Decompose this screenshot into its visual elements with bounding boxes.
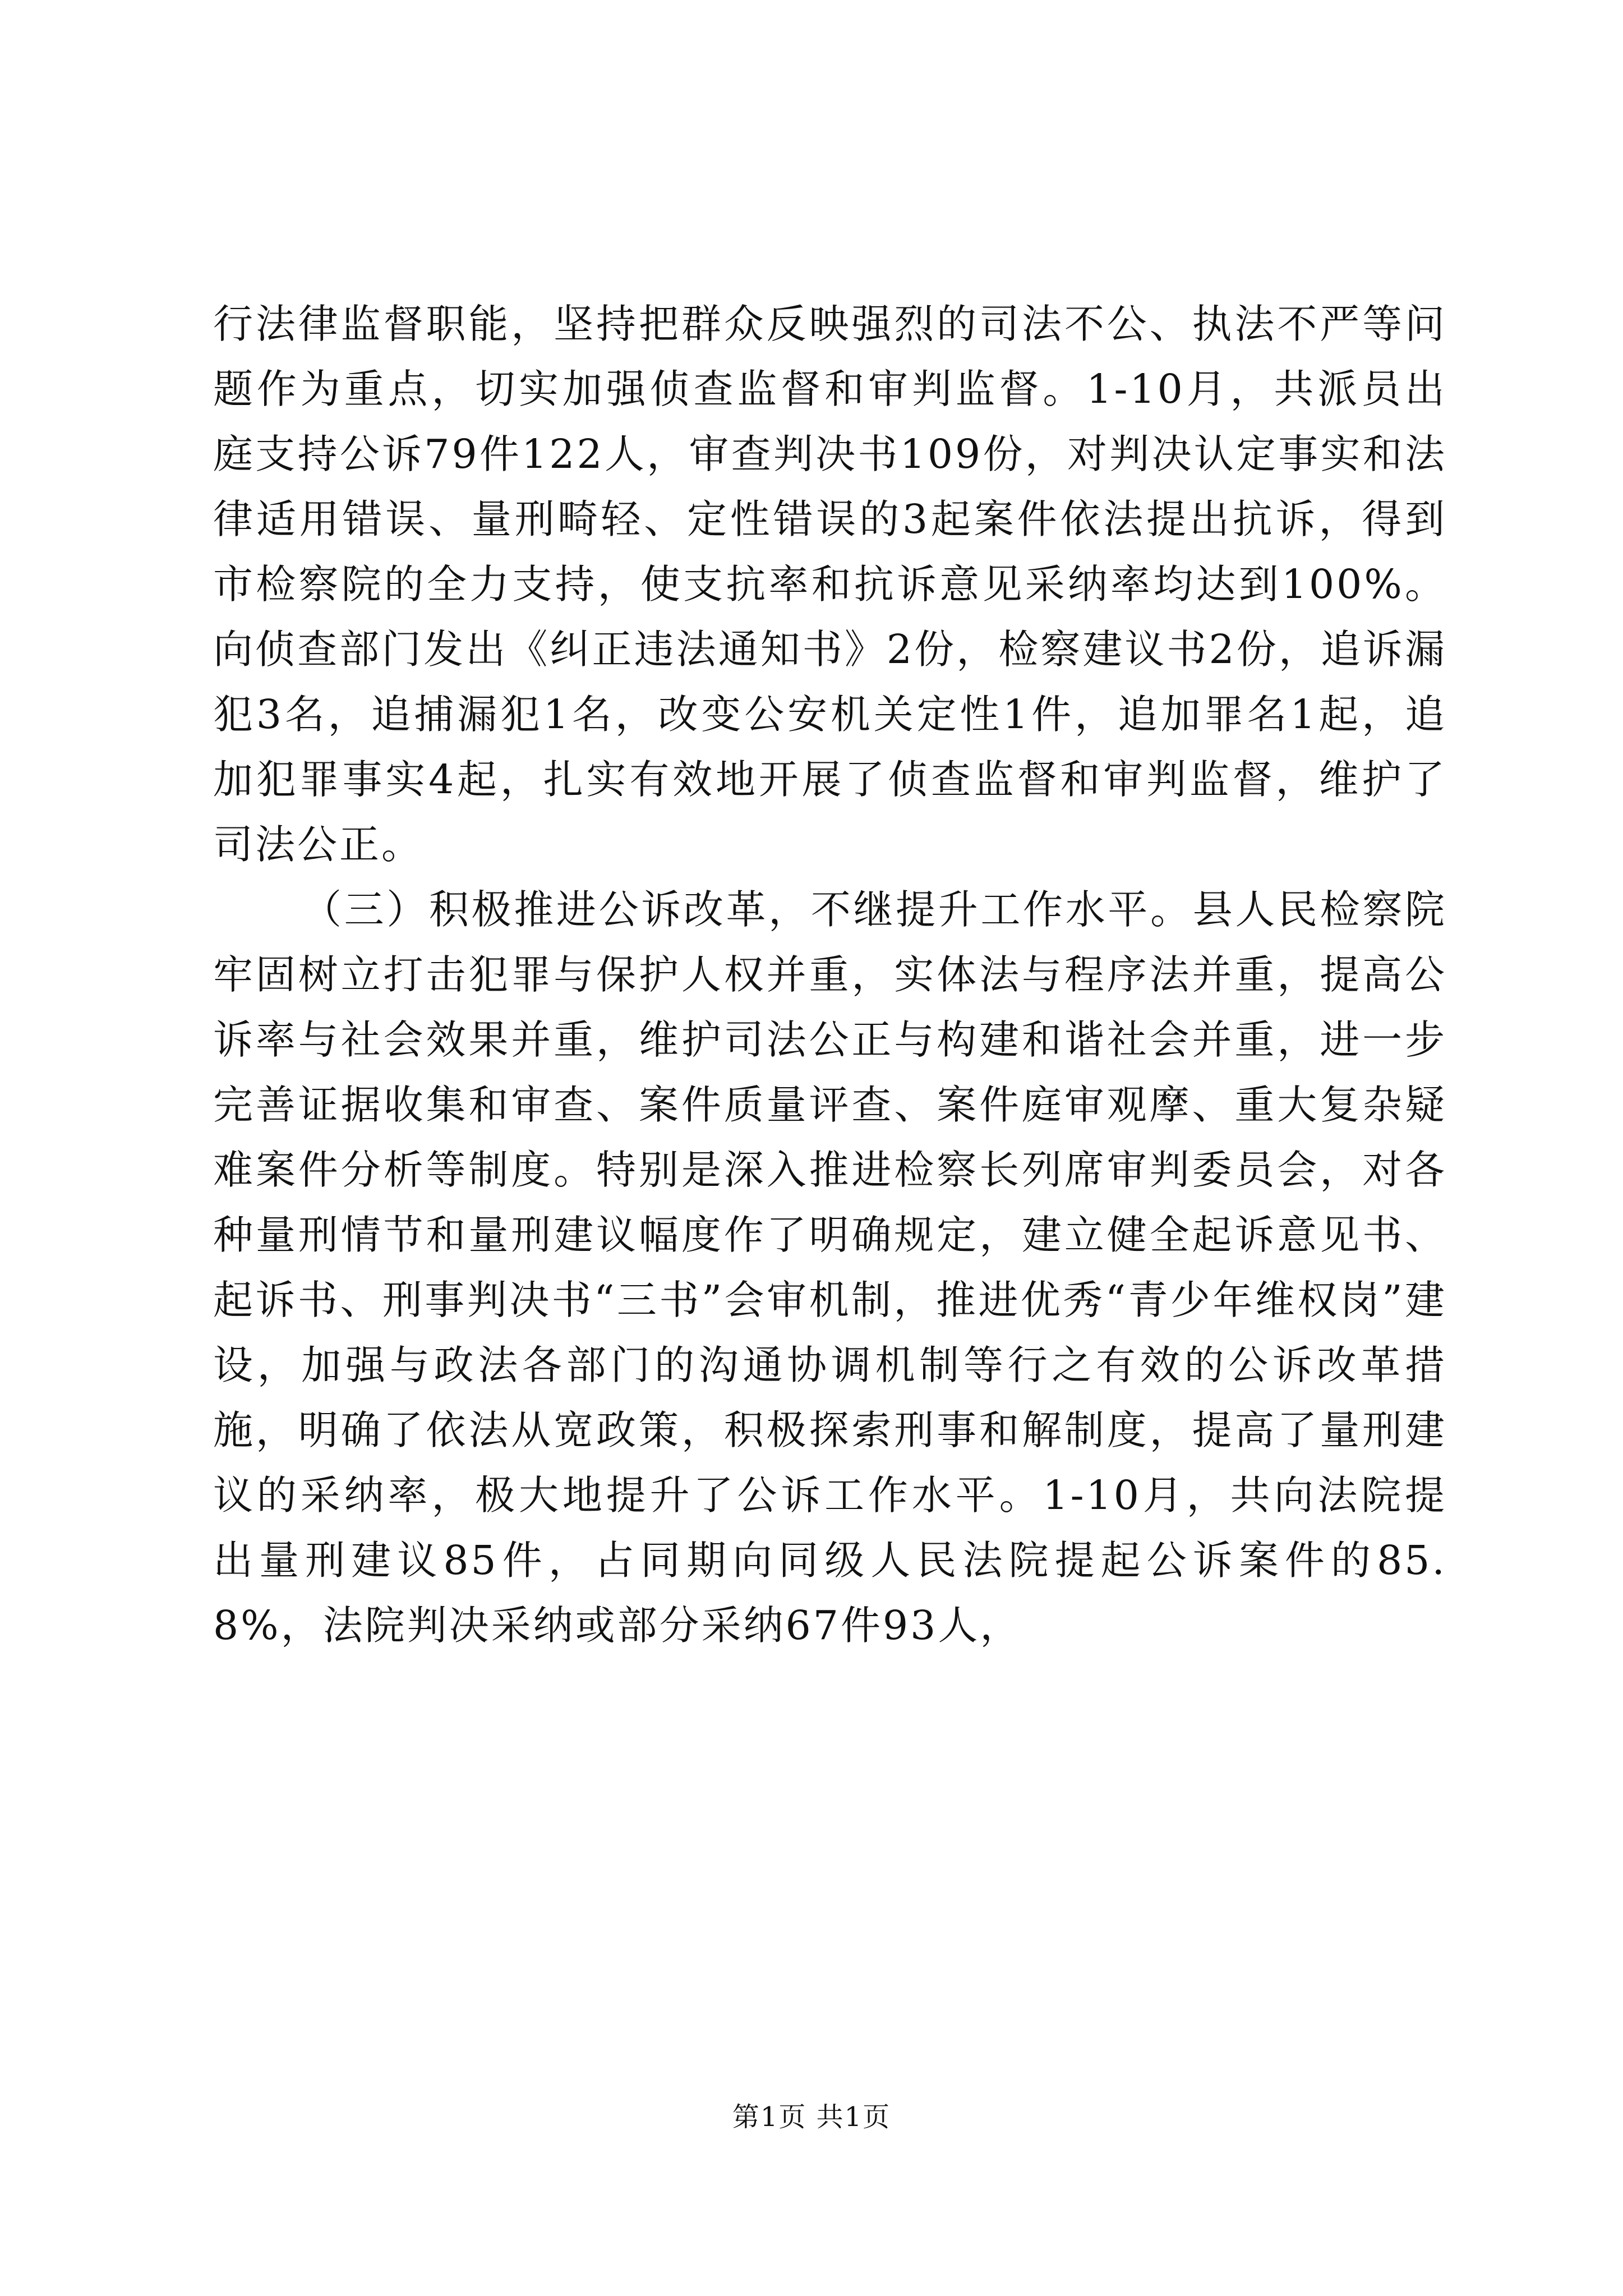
document-body	[213, 292, 1447, 1658]
paragraph-supervision: 行法律监督职能，坚持把群众反映强烈的司法不公、执法不严等问题作为重点，切实加强侦查监督和审判监督。1-10月，共派员出庭支持公诉79件122人，审查判决书109份，对判决认定事实和法律适用错误、量刑畸轻、定性错误的3起案件依法提出抗诉，得到市检察院的全力支持，使支抗率和抗诉意见采纳率均达到100%。向侦查部门发出《纠正违法通知书》2份，检察建议书2份，追诉漏犯3名，追捕漏犯1名，改变公安机关定性1件，追加罪名1起，追加犯罪事实4起，扎实有效地开展了侦查监督和审判监督，维护了司法公正。	[213, 301, 1447, 868]
page-footer: 第1页 共1页	[732, 2101, 891, 2133]
paragraph-prosecution-reform: （三）积极推进公诉改革，不继提升工作水平。县人民检察院牢固树立打击犯罪与保护人权并重，实体法与程序法并重，提高公诉率与社会效果并重，维护司法公正与构建和谐社会并重，进一步完善证据收集和审查、案件质量评查、案件庭审观摩、重大复杂疑难案件分析等制度。特别是深入推进检察长列席审判委员会，对各种量刑情节和量刑建议幅度作了明确规定，建立健全起诉意见书、起诉书、刑事判决书“三书”会审机制，推进优秀“青少年维权岗”建设，加强与政法各部门的沟通协调机制等行之有效的公诉改革措施，明确了依法从宽政策，积极探索刑事和解制度，提高了量刑建议的采纳率，极大地提升了公诉工作水平。1-10月，共向法院提出量刑建议85件，占同期向同级人民法院提起公诉案件的85.8%，法院判决采纳或部分采纳67件93人，	[213, 886, 1447, 1649]
